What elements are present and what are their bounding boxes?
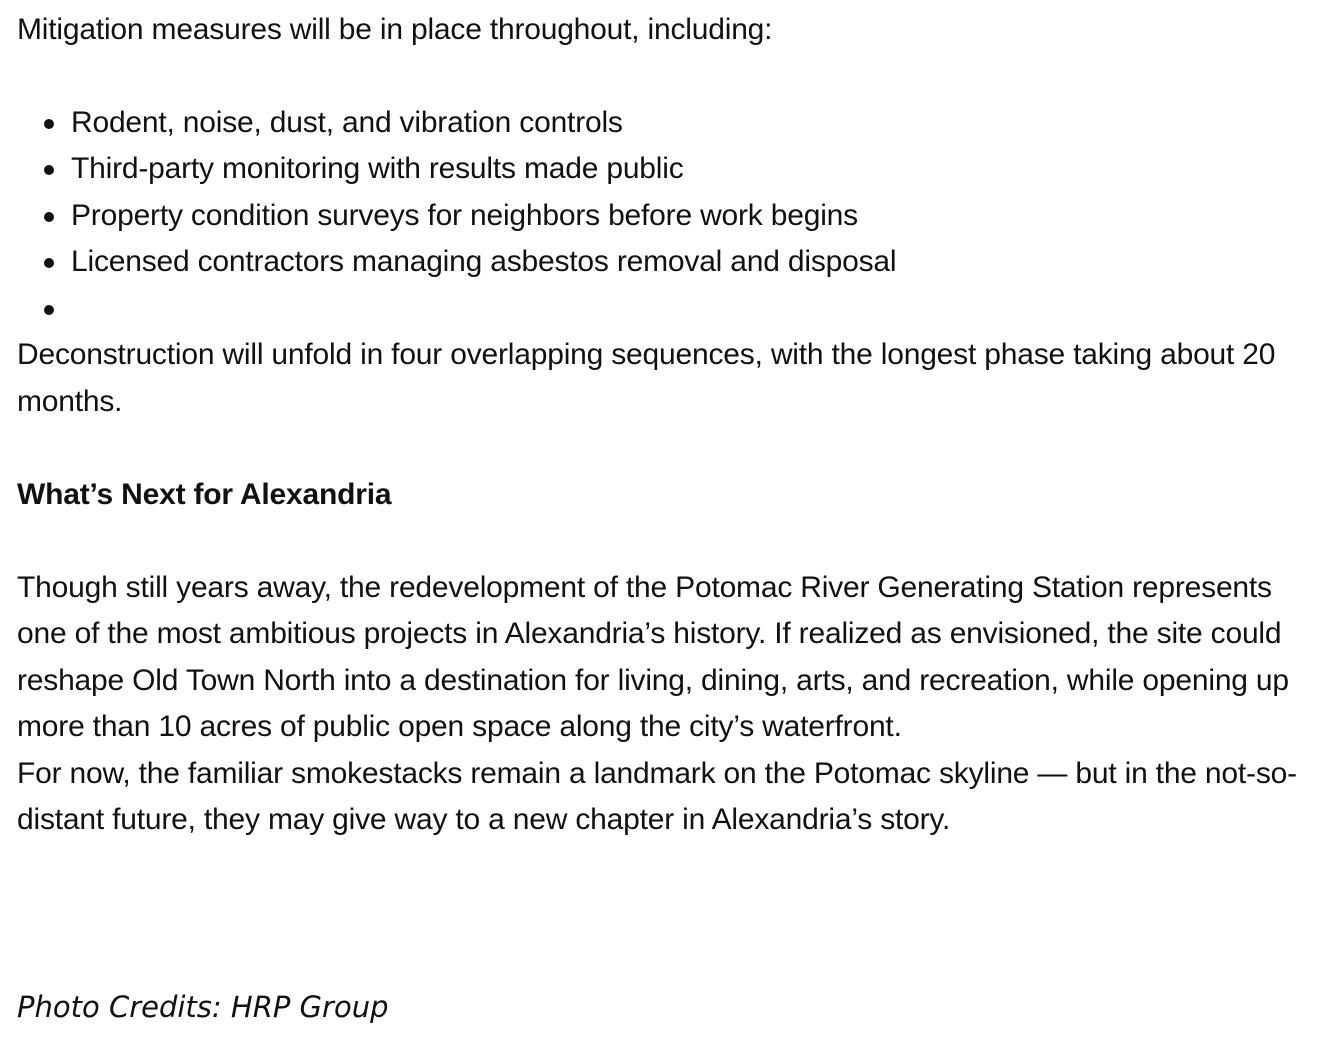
list-item (17, 146, 1307, 193)
list-item-empty (17, 286, 1307, 333)
bullet-icon (44, 212, 54, 222)
paragraph-spacer (17, 518, 1307, 565)
section-heading: What’s Next for Alexandria (17, 477, 392, 511)
outlook-paragraph: Though still years away, the redevelopment of the Potomac River Generating Station represents one of the most ambitious projects in Alexandria’s history. If realized as envisioned, the site could reshape Old Town North into a destination for living, dining, arts, and recreation, while opening up more than 10 acres of public open space along the city’s waterfront. (17, 570, 1289, 743)
deconstruction-paragraph: Deconstruction will unfold in four overlapping sequences, with the longest phase taking about 20 months. (17, 338, 1276, 418)
list-item-text: Rodent, noise, dust, and vibration controls (71, 105, 623, 139)
bullet-icon (44, 165, 54, 175)
photo-credits: Photo Credits: HRP Group (17, 990, 389, 1024)
bullet-icon (44, 305, 54, 315)
list-item-text: Property condition surveys for neighbors before work begins (71, 198, 858, 232)
bullet-icon (44, 119, 54, 129)
list-item-text: Licensed contractors managing asbestos removal and disposal (71, 245, 897, 278)
bullet-icon (44, 258, 54, 268)
list-item (17, 100, 1307, 147)
mitigation-intro: Mitigation measures will be in place throughout, including: (17, 13, 773, 46)
mitigation-list (17, 54, 1307, 333)
closing-paragraph: For now, the familiar smokestacks remain a landmark on the Potomac skyline — but in the not-so-distant future, they may give way to a new chapter in Alexandria’s story. (17, 756, 1297, 836)
list-item-text: Third-party monitoring with results made public (71, 152, 684, 185)
list-item (17, 239, 1307, 286)
list-item (17, 193, 1307, 240)
